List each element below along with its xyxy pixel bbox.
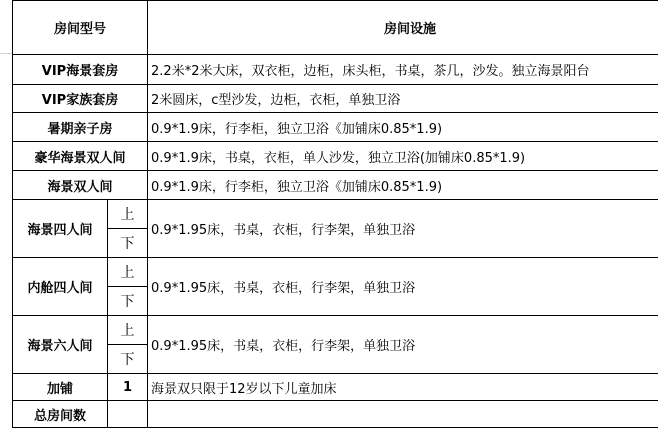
table-row: [13, 55, 658, 85]
table-row: [13, 113, 658, 142]
extra-bed-row: [13, 374, 658, 401]
room-type-cell: 海景六人间: [13, 316, 108, 374]
room-type-cell: 内舱四人间: [13, 258, 108, 316]
berth-upper-cell: 上: [108, 200, 148, 229]
total-rooms-row: [13, 401, 658, 428]
table-row: [13, 171, 658, 200]
total-rooms-note: [148, 401, 658, 428]
extra-bed-label: 加铺: [13, 374, 108, 401]
room-type-cell: 豪华海景双人间: [13, 142, 148, 171]
facilities-cell: 0.9*1.9床，书桌，衣柜，单人沙发，独立卫浴(加铺床0.85*1.9): [148, 142, 658, 171]
table-row-upper: [13, 200, 658, 229]
facilities-cell: 0.9*1.95床，书桌，衣柜，行李架，单独卫浴: [148, 200, 658, 258]
table-row-upper: [13, 316, 658, 345]
berth-upper-cell: 上: [108, 316, 148, 345]
facilities-cell: 0.9*1.95床，书桌，衣柜，行李架，单独卫浴: [148, 258, 658, 316]
facilities-cell: 0.9*1.95床，书桌，衣柜，行李架，单独卫浴: [148, 316, 658, 374]
facilities-cell: 2.2米*2米大床，双衣柜，边柜，床头柜，书桌，茶几，沙发。独立海景阳台: [148, 55, 658, 85]
berth-lower-cell: 下: [108, 229, 148, 258]
total-rooms-label: 总房间数: [13, 401, 108, 428]
table-row: [13, 142, 658, 171]
gutter-gridline: [0, 0, 12, 54]
facilities-cell: 2米圆床，c型沙发，边柜，衣柜，单独卫浴: [148, 85, 658, 113]
room-type-cell: VIP家族套房: [13, 85, 148, 113]
total-rooms-count: [108, 401, 148, 428]
room-type-cell: VIP海景套房: [13, 55, 148, 85]
table-row-upper: [13, 258, 658, 287]
header-room-type: 房间型号: [13, 1, 148, 55]
berth-lower-cell: 下: [108, 345, 148, 374]
berth-lower-cell: 下: [108, 287, 148, 316]
extra-bed-count: 1: [108, 374, 148, 401]
table-row: [13, 85, 658, 113]
berth-upper-cell: 上: [108, 258, 148, 287]
room-facilities-table: [12, 0, 658, 428]
room-type-cell: 暑期亲子房: [13, 113, 148, 142]
header-row: [13, 1, 658, 55]
left-gutter: [0, 0, 12, 447]
facilities-cell: 0.9*1.9床，行李柜，独立卫浴《加铺床0.85*1.9): [148, 113, 658, 142]
extra-bed-note: 海景双只限于12岁以下儿童加床: [148, 374, 658, 401]
header-facilities: 房间设施: [148, 1, 658, 55]
room-type-cell: 海景双人间: [13, 171, 148, 200]
facilities-cell: 0.9*1.9床，行李柜，独立卫浴《加铺床0.85*1.9): [148, 171, 658, 200]
room-type-cell: 海景四人间: [13, 200, 108, 258]
